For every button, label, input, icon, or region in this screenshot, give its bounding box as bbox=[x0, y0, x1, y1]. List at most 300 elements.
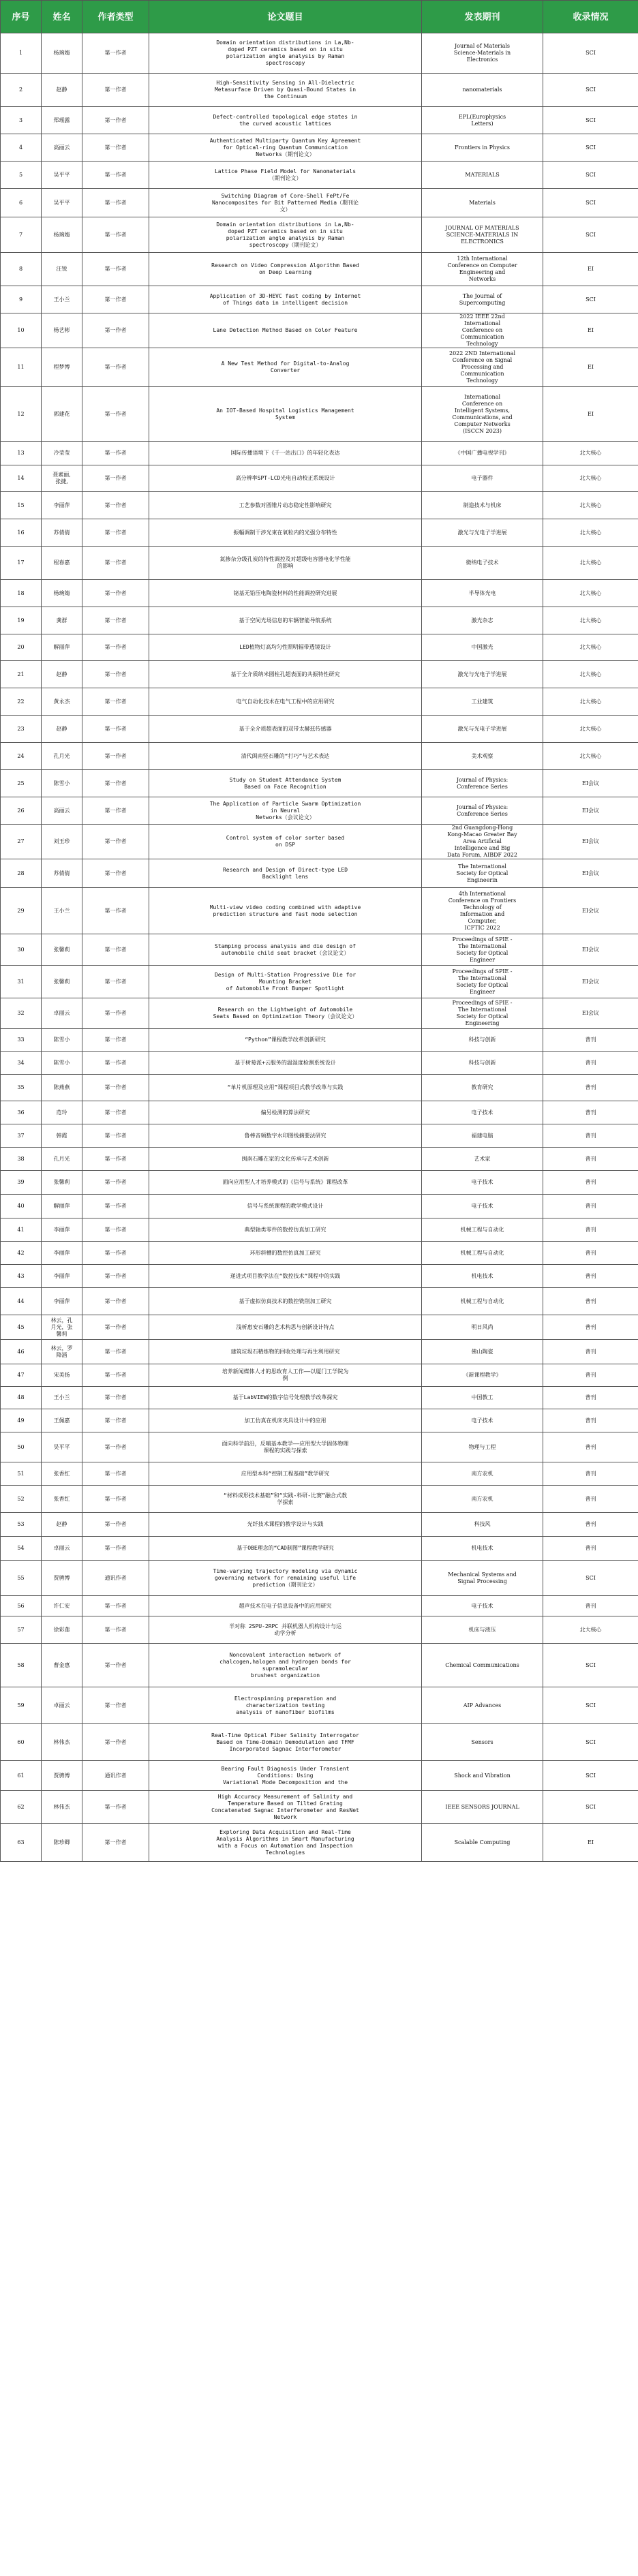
name-cell-text: 赵静 bbox=[56, 725, 67, 732]
author-type-cell bbox=[82, 1616, 149, 1644]
seq-cell-text: 36 bbox=[17, 1109, 25, 1116]
seq-cell bbox=[1, 387, 42, 442]
title-cell-text: The Application of Particle Swarm Optimization in Neural Networks（会议论文） bbox=[209, 800, 361, 821]
status-cell bbox=[543, 387, 638, 442]
author-type-cell-text: 第一作者 bbox=[104, 725, 127, 732]
name-cell bbox=[42, 1513, 82, 1537]
status-cell bbox=[543, 217, 638, 253]
table-row bbox=[1, 1486, 638, 1513]
title-cell-text: Bearing Fault Diagnosis Under Transient Conditions: Using Variational Mode Decomposition and the bbox=[221, 1765, 350, 1785]
seq-cell-text: 32 bbox=[17, 1010, 25, 1016]
name-cell-text: 范玲 bbox=[56, 1109, 67, 1116]
name-cell bbox=[42, 1101, 82, 1124]
seq-cell bbox=[1, 634, 42, 661]
name-cell bbox=[42, 743, 82, 770]
venue-cell-text: The International Society for Optical Engineerin bbox=[456, 863, 508, 883]
title-cell bbox=[149, 688, 422, 716]
title-cell bbox=[149, 442, 422, 465]
status-cell bbox=[543, 859, 638, 888]
status-cell bbox=[543, 1052, 638, 1075]
author-type-cell-text: 第一作者 bbox=[104, 450, 127, 456]
venue-cell bbox=[422, 797, 543, 825]
title-cell-text: Design of Multi-Station Progressive Die for Mounting Bracket of Automobile Front Bumper Spotlight bbox=[214, 971, 356, 992]
table-row bbox=[1, 1052, 638, 1075]
name-cell bbox=[42, 1052, 82, 1075]
table-row bbox=[1, 634, 638, 661]
title-cell-text: 基于空间光场信息的车辆智能导航系统 bbox=[239, 617, 332, 624]
name-cell bbox=[42, 286, 82, 313]
name-cell bbox=[42, 1687, 82, 1724]
seq-cell bbox=[1, 1432, 42, 1462]
title-cell-text: Real-Time Optical Fiber Salinity Interrogator Based on Time-Domain Demodulation and TFMF Incorporated Sagnac Interferometer bbox=[211, 1732, 359, 1752]
seq-cell-text: 45 bbox=[17, 1323, 25, 1330]
status-cell-text: 普刊 bbox=[585, 1372, 596, 1378]
seq-cell bbox=[1, 1687, 42, 1724]
title-cell-text: 培养新闻媒体人才的思政育人工作——以厦门工学院为 例 bbox=[222, 1368, 349, 1381]
header-status: 收录情况 bbox=[543, 1, 638, 33]
status-cell bbox=[543, 688, 638, 716]
status-cell-text: 北大核心 bbox=[579, 644, 602, 650]
venue-cell bbox=[422, 1409, 543, 1432]
name-cell bbox=[42, 1791, 82, 1824]
venue-cell-text: 教育研究 bbox=[471, 1084, 493, 1090]
title-cell-text: High Accuracy Measurement of Salinity and Temperature Based on Tilted Grating Concatenated Sagnac Interferometer and ResNet Network bbox=[211, 1793, 359, 1820]
venue-cell bbox=[422, 217, 543, 253]
name-cell bbox=[42, 607, 82, 634]
seq-cell bbox=[1, 1242, 42, 1265]
title-cell bbox=[149, 519, 422, 547]
name-cell-text: 高丽云 bbox=[53, 807, 70, 814]
name-cell-text: 李丽萍 bbox=[53, 1272, 70, 1279]
status-cell bbox=[543, 888, 638, 934]
table-row bbox=[1, 797, 638, 825]
seq-cell-text: 33 bbox=[17, 1037, 25, 1043]
header-name: 姓名 bbox=[42, 1, 82, 33]
name-cell bbox=[42, 1409, 82, 1432]
venue-cell-text: AIP Advances bbox=[463, 1702, 502, 1708]
author-type-cell-text: 第一作者 bbox=[104, 1179, 127, 1185]
author-type-cell bbox=[82, 33, 149, 74]
venue-cell bbox=[422, 998, 543, 1029]
venue-cell bbox=[422, 1644, 543, 1687]
status-cell-text: SCI bbox=[586, 1738, 596, 1745]
author-type-cell bbox=[82, 770, 149, 797]
status-cell-text: 北大核心 bbox=[579, 475, 602, 481]
title-cell bbox=[149, 966, 422, 998]
status-cell bbox=[543, 966, 638, 998]
title-cell-text: Application of 3D-HEVC fast coding by Internet of Things data in intelligent decision bbox=[209, 292, 361, 306]
seq-cell-text: 57 bbox=[17, 1626, 25, 1633]
author-type-cell-text: 第一作者 bbox=[104, 1272, 127, 1279]
venue-cell bbox=[422, 1288, 543, 1315]
table-row bbox=[1, 934, 638, 966]
status-cell bbox=[543, 1644, 638, 1687]
status-cell-text: 普刊 bbox=[585, 1272, 596, 1279]
status-cell-text: 普刊 bbox=[585, 1109, 596, 1116]
status-cell bbox=[543, 1315, 638, 1340]
seq-cell-text: 19 bbox=[17, 617, 25, 624]
author-type-cell-text: 第一作者 bbox=[104, 1702, 127, 1708]
title-cell-text: 环形斜槽的数控仿真加工研究 bbox=[249, 1249, 321, 1256]
title-cell bbox=[149, 1124, 422, 1148]
status-cell-text: EI会议 bbox=[582, 807, 599, 814]
title-cell bbox=[149, 1075, 422, 1101]
name-cell-text: 许仁安 bbox=[53, 1602, 70, 1609]
author-type-cell bbox=[82, 1171, 149, 1195]
name-cell bbox=[42, 348, 82, 387]
status-cell bbox=[543, 253, 638, 286]
status-cell bbox=[543, 313, 638, 348]
title-cell-text: 超声技术在电子信息设备中的应用研究 bbox=[239, 1602, 332, 1609]
seq-cell bbox=[1, 1218, 42, 1242]
status-cell bbox=[543, 1616, 638, 1644]
name-cell-text: 程梦博 bbox=[53, 364, 70, 370]
title-cell bbox=[149, 743, 422, 770]
venue-cell-text: Shock and Vibration bbox=[454, 1772, 511, 1779]
name-cell-text: 郭建花 bbox=[53, 410, 70, 417]
author-type-cell-text: 第一作者 bbox=[104, 199, 127, 206]
status-cell bbox=[543, 1387, 638, 1409]
author-type-cell-text: 第一作者 bbox=[104, 1417, 127, 1424]
name-cell bbox=[42, 189, 82, 217]
status-cell-text: EI bbox=[588, 327, 594, 333]
author-type-cell bbox=[82, 442, 149, 465]
name-cell-text: 张馨莉 bbox=[53, 946, 70, 953]
title-cell-text: 浅析惠安石雕的艺术构思与创新设计特点 bbox=[236, 1323, 335, 1330]
name-cell bbox=[42, 519, 82, 547]
seq-cell-text: 26 bbox=[17, 807, 25, 814]
author-type-cell bbox=[82, 1124, 149, 1148]
seq-cell-text: 10 bbox=[17, 327, 25, 333]
venue-cell-text: nanomaterials bbox=[462, 87, 502, 93]
author-type-cell bbox=[82, 1340, 149, 1364]
venue-cell-text: Proceedings of SPIE - The International Society for Optical Engineer bbox=[452, 968, 513, 995]
seq-cell bbox=[1, 189, 42, 217]
author-type-cell-text: 第一作者 bbox=[104, 644, 127, 650]
seq-cell bbox=[1, 888, 42, 934]
status-cell-text: 普刊 bbox=[585, 1521, 596, 1527]
table-row bbox=[1, 1387, 638, 1409]
status-cell-text: 普刊 bbox=[585, 1037, 596, 1043]
seq-cell bbox=[1, 286, 42, 313]
table-row bbox=[1, 1148, 638, 1171]
name-cell bbox=[42, 1218, 82, 1242]
seq-cell-text: 16 bbox=[17, 529, 25, 536]
venue-cell bbox=[422, 74, 543, 107]
status-cell-text: 北大核心 bbox=[579, 559, 602, 566]
venue-cell bbox=[422, 688, 543, 716]
name-cell-text: 陈雪小 bbox=[53, 780, 70, 786]
status-cell bbox=[543, 580, 638, 607]
author-type-cell-text: 第一作者 bbox=[104, 1084, 127, 1090]
author-type-cell-text: 第一作者 bbox=[104, 171, 127, 178]
venue-cell bbox=[422, 1218, 543, 1242]
seq-cell bbox=[1, 1561, 42, 1596]
status-cell bbox=[543, 189, 638, 217]
seq-cell-text: 43 bbox=[17, 1272, 25, 1279]
name-cell-text: 王小兰 bbox=[53, 907, 70, 914]
status-cell-text: 北大核心 bbox=[579, 725, 602, 732]
title-cell bbox=[149, 465, 422, 492]
venue-cell bbox=[422, 716, 543, 743]
status-cell-text: EI会议 bbox=[582, 1010, 599, 1016]
table-row bbox=[1, 1340, 638, 1364]
status-cell-text: 北大核心 bbox=[579, 589, 602, 596]
title-cell bbox=[149, 313, 422, 348]
seq-cell-text: 63 bbox=[17, 1839, 25, 1845]
venue-cell bbox=[422, 107, 543, 134]
title-cell bbox=[149, 134, 422, 162]
header-author-type: 作者类型 bbox=[82, 1, 149, 33]
seq-cell-text: 20 bbox=[17, 644, 25, 650]
title-cell bbox=[149, 492, 422, 519]
name-cell-text: 张馨莉 bbox=[53, 1179, 70, 1185]
title-cell-text: 半对称 2SPU-2RPC 并联机器人机构设计与运 动学分析 bbox=[229, 1623, 341, 1636]
venue-cell-text: 机电技术 bbox=[471, 1545, 493, 1551]
author-type-cell-text: 第一作者 bbox=[104, 475, 127, 481]
seq-cell-text: 35 bbox=[17, 1084, 25, 1090]
seq-cell-text: 55 bbox=[17, 1574, 25, 1581]
status-cell bbox=[543, 465, 638, 492]
title-cell bbox=[149, 1432, 422, 1462]
table-row bbox=[1, 743, 638, 770]
table-row bbox=[1, 253, 638, 286]
table-row bbox=[1, 189, 638, 217]
status-cell-text: EI会议 bbox=[582, 946, 599, 953]
status-cell bbox=[543, 1364, 638, 1387]
author-type-cell bbox=[82, 661, 149, 688]
venue-cell-text: 中国激光 bbox=[471, 644, 493, 650]
status-cell-text: 普刊 bbox=[585, 1203, 596, 1209]
title-cell-text: 振幅调制干涉光束在氧粒内的光强分布特性 bbox=[233, 529, 337, 536]
name-cell bbox=[42, 1195, 82, 1218]
seq-cell bbox=[1, 1537, 42, 1561]
author-type-cell-text: 第一作者 bbox=[104, 1521, 127, 1527]
venue-cell-text: 南方农机 bbox=[471, 1495, 493, 1502]
title-cell-text: 基于LabVIEW的数字信号处理教学改革探究 bbox=[232, 1394, 338, 1400]
table-row bbox=[1, 1101, 638, 1124]
title-cell-text: 面向应用型人才培养模式的《信号与系统》课程改革 bbox=[222, 1179, 348, 1185]
table-row bbox=[1, 1462, 638, 1486]
name-cell-text: 赵静 bbox=[56, 671, 67, 677]
seq-cell-text: 58 bbox=[17, 1661, 25, 1668]
title-cell-text: 递进式项目教学法在“数控技术”课程中的实践 bbox=[230, 1272, 341, 1279]
venue-cell-text: IEEE SENSORS JOURNAL bbox=[445, 1803, 519, 1810]
venue-cell-text: 佛山陶瓷 bbox=[471, 1348, 493, 1355]
status-cell-text: EI会议 bbox=[582, 870, 599, 876]
title-cell bbox=[149, 1171, 422, 1195]
venue-cell bbox=[422, 1387, 543, 1409]
seq-cell-text: 25 bbox=[17, 780, 25, 786]
status-cell-text: 普刊 bbox=[585, 1226, 596, 1233]
seq-cell-text: 44 bbox=[17, 1298, 25, 1304]
venue-cell-text: 南方农机 bbox=[471, 1470, 493, 1477]
table-row bbox=[1, 134, 638, 162]
status-cell bbox=[543, 1288, 638, 1315]
seq-cell bbox=[1, 1101, 42, 1124]
title-cell bbox=[149, 859, 422, 888]
title-cell-text: Defect-controlled topological edge states in the curved acoustic lattices bbox=[213, 113, 358, 127]
table-row bbox=[1, 1242, 638, 1265]
venue-cell bbox=[422, 634, 543, 661]
status-cell-text: EI bbox=[588, 266, 594, 272]
status-cell-text: 普刊 bbox=[585, 1179, 596, 1185]
header-venue: 发表期刊 bbox=[422, 1, 543, 33]
name-cell-text: 吴平平 bbox=[53, 199, 70, 206]
status-cell-text: 普刊 bbox=[585, 1545, 596, 1551]
title-cell bbox=[149, 1101, 422, 1124]
author-type-cell bbox=[82, 313, 149, 348]
author-type-cell bbox=[82, 189, 149, 217]
author-type-cell bbox=[82, 1195, 149, 1218]
title-cell-text: 面向科学前沿，反哺基本教学——应用型大学固体物理 课程的实践与探索 bbox=[222, 1440, 349, 1454]
table-row bbox=[1, 825, 638, 859]
venue-cell bbox=[422, 1124, 543, 1148]
seq-cell bbox=[1, 1824, 42, 1862]
seq-cell bbox=[1, 134, 42, 162]
author-type-cell bbox=[82, 1537, 149, 1561]
author-type-cell bbox=[82, 634, 149, 661]
status-cell bbox=[543, 519, 638, 547]
name-cell-text: 徐彩莲 bbox=[53, 1626, 70, 1633]
table-row bbox=[1, 1288, 638, 1315]
venue-cell-text: 电子技术 bbox=[471, 1109, 493, 1116]
name-cell bbox=[42, 33, 82, 74]
name-cell-text: 赵静 bbox=[56, 1521, 67, 1527]
seq-cell bbox=[1, 1387, 42, 1409]
title-cell bbox=[149, 387, 422, 442]
venue-cell-text: 机械工程与自动化 bbox=[460, 1249, 504, 1256]
name-cell bbox=[42, 465, 82, 492]
status-cell-text: 北大核心 bbox=[579, 502, 602, 508]
name-cell bbox=[42, 1387, 82, 1409]
table-row bbox=[1, 661, 638, 688]
author-type-cell-text: 第一作者 bbox=[104, 1545, 127, 1551]
title-cell bbox=[149, 1218, 422, 1242]
title-cell bbox=[149, 74, 422, 107]
title-cell bbox=[149, 1687, 422, 1724]
name-cell bbox=[42, 1561, 82, 1596]
name-cell-text: 林云，罗 降涵 bbox=[50, 1345, 73, 1358]
status-cell-text: EI bbox=[588, 1839, 594, 1845]
author-type-cell bbox=[82, 465, 149, 492]
seq-cell-text: 47 bbox=[17, 1372, 25, 1378]
venue-cell bbox=[422, 1315, 543, 1340]
seq-cell bbox=[1, 1171, 42, 1195]
name-cell bbox=[42, 442, 82, 465]
status-cell bbox=[543, 1824, 638, 1862]
seq-cell bbox=[1, 1052, 42, 1075]
name-cell bbox=[42, 661, 82, 688]
status-cell-text: 北大核心 bbox=[579, 450, 602, 456]
table-row bbox=[1, 1561, 638, 1596]
venue-cell bbox=[422, 162, 543, 189]
status-cell bbox=[543, 770, 638, 797]
seq-cell-text: 2 bbox=[18, 87, 23, 93]
seq-cell-text: 37 bbox=[17, 1132, 25, 1139]
title-cell-text: “材料成形技术基础”和“实践-科研-比赛”融合式教 学探索 bbox=[224, 1492, 347, 1505]
status-cell-text: SCI bbox=[586, 87, 596, 93]
table-row bbox=[1, 716, 638, 743]
author-type-cell bbox=[82, 1218, 149, 1242]
title-cell bbox=[149, 162, 422, 189]
status-cell bbox=[543, 825, 638, 859]
status-cell bbox=[543, 716, 638, 743]
title-cell-text: 氮掺杂分级孔炭的特性调控及对超级电容器电化学性能 的影响 bbox=[219, 556, 351, 569]
author-type-cell bbox=[82, 1265, 149, 1288]
title-cell-text: 加工仿真在机床夹具设计中的应用 bbox=[244, 1417, 326, 1424]
author-type-cell-text: 第一作者 bbox=[104, 978, 127, 985]
seq-cell-text: 49 bbox=[17, 1417, 25, 1424]
seq-cell-text: 53 bbox=[17, 1521, 25, 1527]
seq-cell-text: 52 bbox=[17, 1495, 25, 1502]
title-cell bbox=[149, 547, 422, 580]
name-cell bbox=[42, 1486, 82, 1513]
author-type-cell bbox=[82, 1462, 149, 1486]
author-type-cell bbox=[82, 1724, 149, 1761]
name-cell bbox=[42, 1761, 82, 1791]
author-type-cell bbox=[82, 716, 149, 743]
table-row bbox=[1, 1195, 638, 1218]
seq-cell-text: 1 bbox=[18, 50, 23, 56]
seq-cell-text: 4 bbox=[18, 144, 23, 151]
author-type-cell-text: 第一作者 bbox=[104, 559, 127, 566]
table-row bbox=[1, 217, 638, 253]
name-cell-text: 吴平平 bbox=[53, 171, 70, 178]
venue-cell bbox=[422, 313, 543, 348]
name-cell-text: 张香红 bbox=[53, 1470, 70, 1477]
venue-cell bbox=[422, 1364, 543, 1387]
venue-cell-text: Proceedings of SPIE - The International Society for Optical Engineering bbox=[452, 1000, 513, 1026]
seq-cell-text: 9 bbox=[18, 296, 23, 303]
status-cell-text: 普刊 bbox=[585, 1443, 596, 1450]
seq-cell-text: 50 bbox=[17, 1443, 25, 1450]
title-cell-text: 铋基无铅压电陶瓷材料的性能调控研究进展 bbox=[233, 589, 337, 596]
name-cell bbox=[42, 1242, 82, 1265]
author-type-cell bbox=[82, 492, 149, 519]
name-cell-text: 程春嘉 bbox=[53, 559, 70, 566]
venue-cell bbox=[422, 934, 543, 966]
venue-cell-text: 艺术家 bbox=[474, 1155, 491, 1162]
title-cell-text: Research on Video Compression Algorithm Based on Deep Learning bbox=[211, 262, 359, 275]
table-row bbox=[1, 966, 638, 998]
status-cell-text: 普刊 bbox=[585, 1084, 596, 1090]
title-cell-text: Authenticated Multiparty Quantum Key Agreement for Optical-ring Quantum Communication Networks（期刊论文） bbox=[209, 137, 361, 157]
name-cell bbox=[42, 74, 82, 107]
author-type-cell-text: 第一作者 bbox=[104, 1470, 127, 1477]
seq-cell-text: 12 bbox=[17, 410, 25, 417]
seq-cell bbox=[1, 1124, 42, 1148]
table-row bbox=[1, 888, 638, 934]
name-cell-text: 李丽萍 bbox=[53, 1298, 70, 1304]
table-row bbox=[1, 1616, 638, 1644]
title-cell bbox=[149, 716, 422, 743]
name-cell bbox=[42, 934, 82, 966]
author-type-cell-text: 第一作者 bbox=[104, 1803, 127, 1810]
name-cell-text: 孔月光 bbox=[53, 752, 70, 759]
venue-cell-text: 电子技术 bbox=[471, 1203, 493, 1209]
title-cell-text: Multi-view video coding combined with adaptive prediction structure and fast mode selection bbox=[209, 904, 361, 917]
seq-cell bbox=[1, 313, 42, 348]
name-cell-text: 陈燕燕 bbox=[53, 1084, 70, 1090]
author-type-cell bbox=[82, 934, 149, 966]
seq-cell bbox=[1, 253, 42, 286]
venue-cell bbox=[422, 1824, 543, 1862]
status-cell bbox=[543, 1101, 638, 1124]
status-cell bbox=[543, 442, 638, 465]
author-type-cell-text: 第一作者 bbox=[104, 266, 127, 272]
venue-cell bbox=[422, 1761, 543, 1791]
